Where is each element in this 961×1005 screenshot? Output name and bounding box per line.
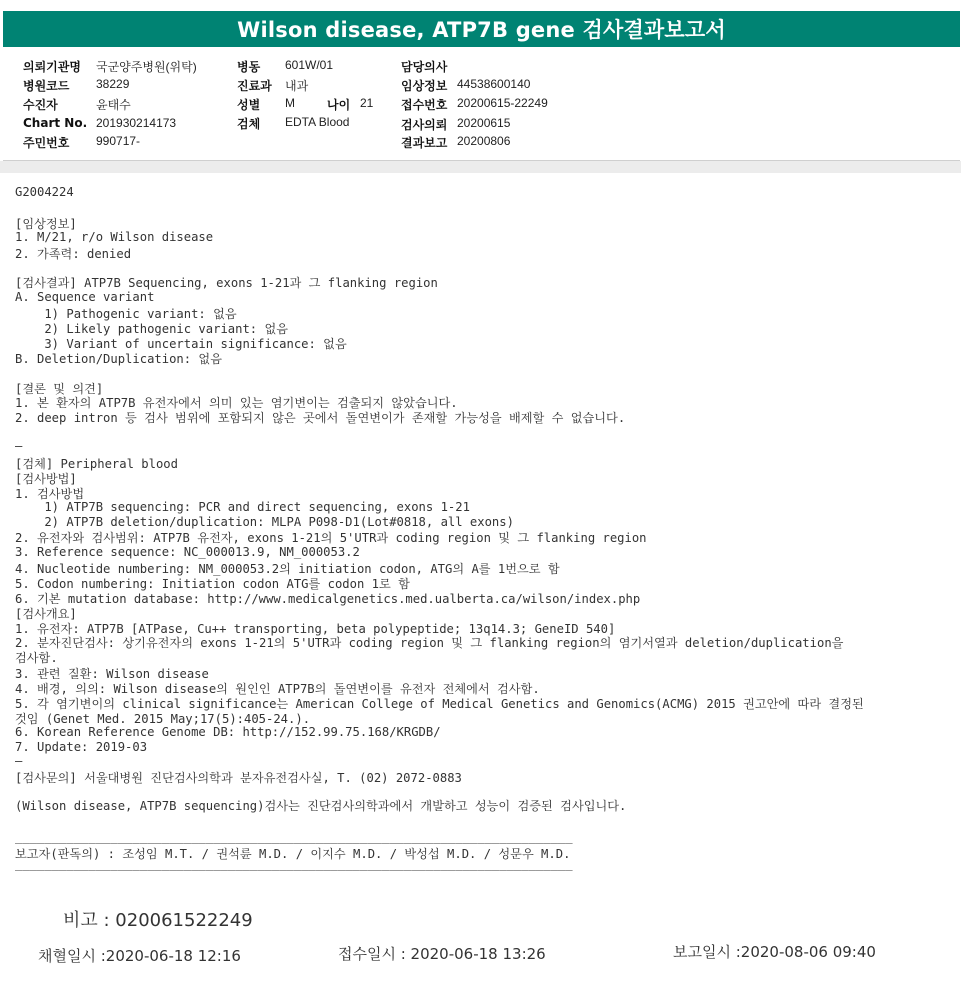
report-line: 1. 검사방법 xyxy=(15,487,85,501)
receipt-label: 접수번호 xyxy=(401,98,448,112)
report-line: 7. Update: 2019-03 xyxy=(15,740,148,754)
report-line: 보고자(판독의) : 조성임 M.T. / 권석륜 M.D. / 이지수 M.D. / 박성섭 M.D. / 성문우 M.D. xyxy=(15,847,571,861)
report-line: 2. 분자진단검사: 상기유전자의 exons 1-21의 5'UTR과 coding region 및 그 flanking region의 염기서열과 deletion/duplication을 xyxy=(15,636,844,650)
report-line: 4. 배경, 의의: Wilson disease의 원인인 ATP7B의 돌연변이를 유전자 전체에서 검사함. xyxy=(15,682,540,696)
request-label: 검사의뢰 xyxy=(401,118,448,132)
report-line: 3. 관련 질환: Wilson disease xyxy=(15,667,209,681)
report-title: Wilson disease, ATP7B gene 검사결과보고서 xyxy=(3,11,960,47)
report-line: 6. 기본 mutation database: http://www.medicalgenetics.med.ualberta.ca/wilson/index.php xyxy=(15,592,641,606)
report-line: [검사방법] xyxy=(15,472,77,486)
report-line: ____________________________________________________________________________ xyxy=(15,830,573,844)
report-line: B. Deletion/Duplication: 없음 xyxy=(15,352,222,366)
report-line: 1. 유전자: ATP7B [ATPase, Cu++ transporting, beta polypeptide; 13q14.3; GeneID 540] xyxy=(15,622,616,636)
page-gap xyxy=(0,161,961,173)
reported-datetime: 보고일시 :2020-08-06 09:40 xyxy=(673,943,876,961)
hospital-code-value: 38229 xyxy=(96,77,130,91)
report-line: 5. Codon numbering: Initiation codon ATG를 codon 1로 함 xyxy=(15,577,410,591)
report-line: 3. Reference sequence: NC_000013.9, NM_000053.2 xyxy=(15,545,360,559)
specimen-label: 검체 xyxy=(237,117,261,131)
report-line: 4. Nucleotide numbering: NM_000053.2의 initiation codon, ATG의 A를 1번으로 함 xyxy=(15,562,560,576)
patient-info-panel xyxy=(3,48,960,161)
report-line: G2004224 xyxy=(15,185,74,199)
resident-label: 주민번호 xyxy=(23,136,70,150)
hospital-code-label: 병원코드 xyxy=(23,79,70,93)
dept-label: 진료과 xyxy=(237,79,272,93)
report-date-label: 결과보고 xyxy=(401,136,448,150)
institution-value: 국군양주병원(위탁) xyxy=(96,60,197,74)
header-area xyxy=(0,0,961,48)
sex-value: M xyxy=(285,96,295,110)
report-line: 2. 유전자와 검사범위: ATP7B 유전자, exons 1-21의 5'UTR과 coding region 및 그 flanking region xyxy=(15,531,647,545)
sex-label: 성별 xyxy=(237,98,261,112)
chart-label: Chart No. xyxy=(23,116,88,130)
ward-value: 601W/01 xyxy=(285,58,334,72)
institution-label: 의뢰기관명 xyxy=(23,60,81,74)
resident-value: 990717- xyxy=(96,134,141,148)
report-line: 2. deep intron 등 검사 범위에 포함되지 않은 곳에서 돌연변이가 존재할 가능성을 배제할 수 없습니다. xyxy=(15,411,626,425)
report-line: 1. M/21, r/o Wilson disease xyxy=(15,230,214,244)
ward-label: 병동 xyxy=(237,60,261,74)
note-line: 비고 : 020061522249 xyxy=(63,910,253,931)
report-date-value: 20200806 xyxy=(457,134,511,148)
received-datetime: 접수일시 : 2020-06-18 13:26 xyxy=(338,945,546,963)
report-line: — xyxy=(15,754,23,768)
report-line: 1. 본 환자의 ATP7B 유전자에서 의미 있는 염기변이는 검출되지 않았습니다. xyxy=(15,396,458,410)
report-line: A. Sequence variant xyxy=(15,290,155,304)
report-line: 것임 (Genet Med. 2015 May;17(5):405-24.). xyxy=(15,712,311,726)
report-line: 3) Variant of uncertain significance: 없음 xyxy=(15,337,347,351)
report-line: [검사결과] ATP7B Sequencing, exons 1-21과 그 flanking region xyxy=(15,276,438,290)
report-line: [검사개요] xyxy=(15,607,77,621)
report-line: 6. Korean Reference Genome DB: http://152.99.75.168/KRGDB/ xyxy=(15,725,441,739)
collected-datetime: 채혈일시 :2020-06-18 12:16 xyxy=(38,947,241,965)
age-label: 나이 xyxy=(327,98,351,112)
report-line: 2) ATP7B deletion/duplication: MLPA P098-D1(Lot#0818, all exons) xyxy=(15,515,514,529)
dept-value: 내과 xyxy=(285,79,309,93)
report-line: [결론 및 의견] xyxy=(15,382,104,396)
clinical-value: 44538600140 xyxy=(457,77,531,91)
report-line: 1) Pathogenic variant: 없음 xyxy=(15,307,237,321)
report-line: [검사문의] 서울대병원 진단검사의학과 분자유전검사실, T. (02) 2072-0883 xyxy=(15,771,462,785)
report-line: 5. 각 염기변이의 clinical significance는 American College of Medical Genetics and Genomics(ACMG) 2015 권고안에 따라 결정된 xyxy=(15,697,864,711)
report-line: 2) Likely pathogenic variant: 없음 xyxy=(15,322,289,336)
report-line: [검체] Peripheral blood xyxy=(15,457,178,471)
patient-value: 윤태수 xyxy=(96,98,131,112)
request-value: 20200615 xyxy=(457,116,511,130)
receipt-value: 20200615-22249 xyxy=(457,96,548,110)
report-line: 2. 가족력: denied xyxy=(15,247,132,261)
report-line: 검사함. xyxy=(15,651,58,665)
chart-value: 201930214173 xyxy=(96,116,177,130)
report-line: [임상정보] xyxy=(15,217,77,231)
report-body xyxy=(0,173,961,1005)
report-line: ____________________________________________________________________________ xyxy=(15,857,573,871)
physician-label: 담당의사 xyxy=(401,60,448,74)
specimen-value: EDTA Blood xyxy=(285,115,350,129)
age-value: 21 xyxy=(360,96,374,110)
patient-label: 수진자 xyxy=(23,98,58,112)
report-line: — xyxy=(15,439,23,453)
report-line: (Wilson disease, ATP7B sequencing)검사는 진단검사의학과에서 개발하고 성능이 검증된 검사입니다. xyxy=(15,799,627,813)
report-line: 1) ATP7B sequencing: PCR and direct sequencing, exons 1-21 xyxy=(15,500,470,514)
clinical-label: 임상정보 xyxy=(401,79,448,93)
